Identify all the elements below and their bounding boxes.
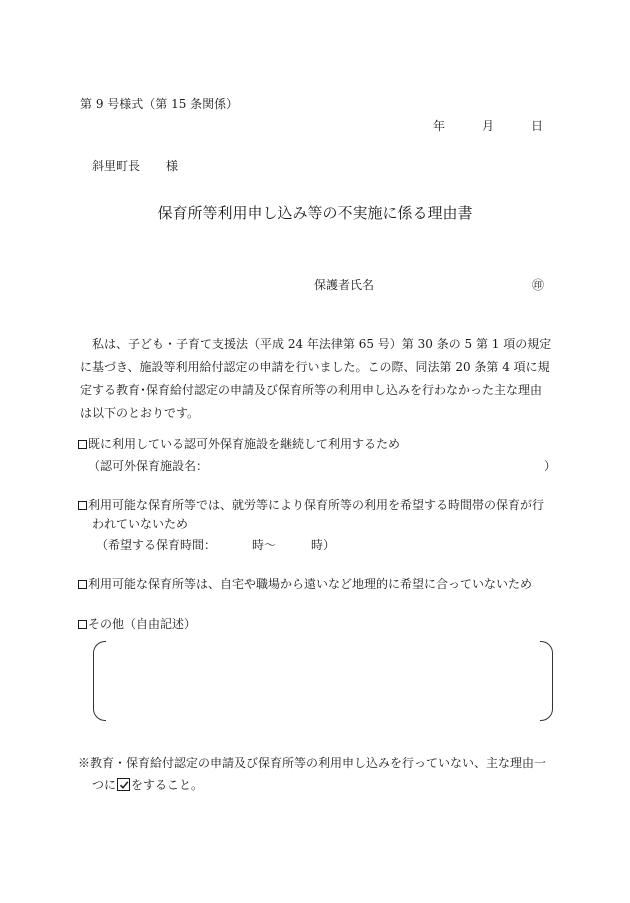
facility-name-close: ） <box>544 459 557 473</box>
note-text-post: をすること。 <box>131 778 204 792</box>
option-label: 利用可能な保育所等では、就労等により保育所等の利用を希望する時間帯の保育が行 <box>88 498 545 512</box>
option-other[interactable] <box>78 618 196 630</box>
option-distance[interactable] <box>78 578 532 590</box>
hours-to-label: 時） <box>311 538 336 552</box>
checkmark-box-icon <box>117 778 130 791</box>
addressee <box>92 160 178 172</box>
date-day-label: 日 <box>531 119 544 133</box>
desired-hours-label: （希望する保育時間： <box>96 538 217 552</box>
guardian-name-label: 保護者氏名 <box>314 278 375 292</box>
free-text-bracket-left <box>93 641 106 721</box>
date-month-label: 月 <box>482 119 495 133</box>
addressee-honorific: 様 <box>166 159 179 173</box>
option-existing-facility[interactable] <box>78 438 400 450</box>
checkbox-icon[interactable] <box>78 580 87 589</box>
checkbox-icon[interactable] <box>78 501 87 510</box>
option-label-continuation: われていないため <box>92 517 189 531</box>
note-line-2 <box>92 778 203 791</box>
option-time-mismatch[interactable] <box>78 499 544 511</box>
note-line-1: ※教育・保育給付認定の申請及び保育所等の利用申し込みを行っていない、主な理由一 <box>78 756 547 770</box>
note-text-pre: つに <box>92 778 117 792</box>
option-label: 既に利用している認可外保育施設を継続して利用するため <box>88 437 401 451</box>
seal-mark: ㊞ <box>532 278 545 292</box>
checkbox-icon[interactable] <box>78 620 87 629</box>
date-year-label: 年 <box>433 119 446 133</box>
body-paragraph: 私は、子ども・子育て支援法（平成 24 年法律第 65 号）第 30 条の 5 第 1 項の規定に基づき、施設等利用給付認定の申請を行いました。この際、同法第 20 条第 4 項に規定する教育･保育給付認定の申請及び保育所等の利用申し込みを行わなかった主な理由は以下のとおりです。 <box>80 337 552 420</box>
free-text-bracket-right <box>540 641 553 721</box>
facility-name-label: （認可外保育施設名： <box>88 459 209 473</box>
hours-from-label: 時～ <box>252 538 277 552</box>
option-label: その他（自由記述） <box>88 617 197 631</box>
addressee-name: 斜里町長 <box>92 159 141 173</box>
option-label: 利用可能な保育所等は、自宅や職場から遠いなど地理的に希望に合っていないため <box>88 577 533 591</box>
checkbox-icon[interactable] <box>78 440 87 449</box>
form-number: 第 9 号様式（第 15 条関係） <box>80 97 239 111</box>
document-title: 保育所等利用申し込み等の不実施に係る理由書 <box>157 204 473 222</box>
